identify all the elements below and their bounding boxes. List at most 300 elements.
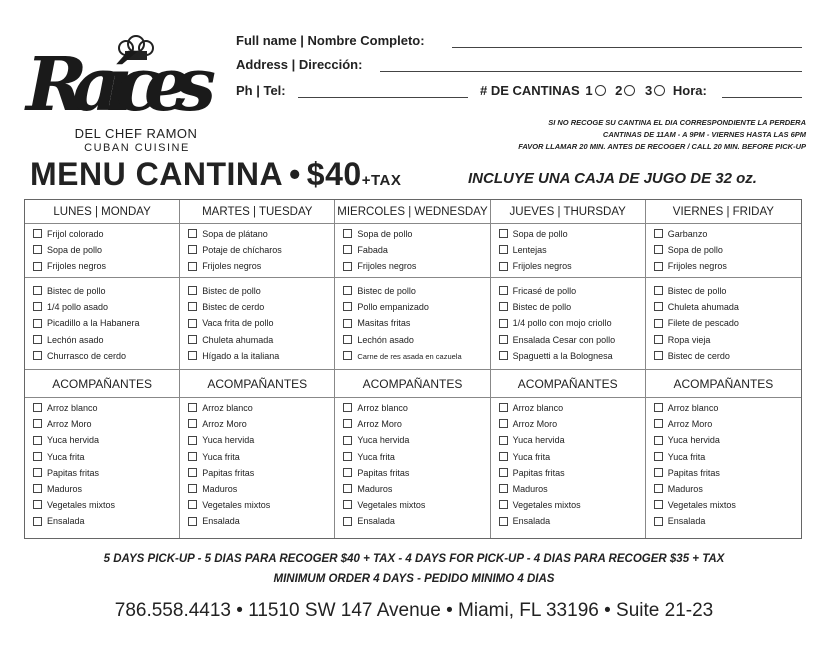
menu-item-checkbox[interactable] [188, 300, 330, 315]
checkbox-icon[interactable] [33, 229, 42, 238]
menu-item-label: Maduros [667, 484, 703, 494]
menu-item-label: Yuca hervida [202, 435, 255, 446]
mains-section [180, 278, 334, 370]
checkbox-icon[interactable] [33, 351, 42, 360]
checkbox-icon[interactable] [33, 419, 42, 428]
menu-item-checkbox[interactable] [33, 498, 175, 513]
menu-item-label: Vegetales mixtos [357, 500, 426, 511]
menu-item-checkbox[interactable] [654, 243, 797, 258]
checkbox-icon[interactable] [188, 229, 197, 238]
checkbox-icon[interactable] [654, 319, 663, 328]
chef-hat-logo-icon [22, 18, 218, 118]
menu-item-checkbox[interactable] [499, 401, 641, 416]
pickup-notice [416, 117, 806, 153]
checkbox-icon[interactable] [343, 335, 352, 344]
menu-item-label: Ropa vieja [667, 334, 711, 345]
checkbox-icon[interactable] [499, 335, 508, 344]
checkbox-icon[interactable] [188, 286, 197, 295]
menu-item-label: Arroz blanco [202, 403, 253, 413]
full-name-label: Full name | Nombre Completo: [236, 33, 425, 48]
menu-item-checkbox[interactable] [343, 450, 485, 465]
checkbox-icon[interactable] [33, 319, 42, 328]
sides-header: ACOMPAÑANTES [25, 370, 179, 398]
soups-section [335, 224, 489, 278]
checkbox-icon[interactable] [499, 419, 508, 428]
menu-item-checkbox[interactable] [499, 284, 641, 299]
menu-item-label: Yuca frita [667, 451, 706, 462]
checkbox-icon[interactable] [654, 286, 663, 295]
menu-item-label: Papitas fritas [47, 467, 100, 478]
menu-item-label: Vegetales mixtos [202, 500, 271, 511]
menu-item-checkbox[interactable] [654, 482, 797, 497]
menu-item-checkbox[interactable] [188, 349, 330, 364]
menu-item-label: Bistec de cerdo [202, 302, 265, 313]
checkbox-icon[interactable] [343, 245, 352, 254]
day-header: JUEVES | THURSDAY [491, 200, 645, 224]
radio-circle-icon[interactable] [654, 85, 665, 96]
menu-item-checkbox[interactable] [654, 316, 797, 331]
checkbox-icon[interactable] [654, 452, 663, 461]
address-field[interactable] [380, 71, 802, 72]
menu-item-label: Bistec de pollo [357, 286, 416, 296]
checkbox-icon[interactable] [499, 262, 508, 271]
checkbox-icon[interactable] [499, 302, 508, 311]
checkbox-icon[interactable] [33, 335, 42, 344]
menu-item-label: Arroz blanco [667, 403, 719, 413]
menu-item-checkbox[interactable] [188, 259, 330, 274]
menu-item-label: Frijoles negros [512, 261, 572, 272]
menu-item-checkbox[interactable] [33, 259, 175, 274]
sides-section [491, 398, 645, 538]
menu-title [30, 156, 401, 193]
menu-item-label: Spaguetti a la Bolognesa [512, 350, 613, 361]
phone-field[interactable] [298, 97, 468, 98]
checkbox-icon[interactable] [499, 286, 508, 295]
menu-item-label: Chuleta ahumada [202, 334, 274, 345]
menu-item-label: Papitas fritas [202, 467, 255, 478]
checkbox-icon[interactable] [188, 517, 197, 526]
menu-item-checkbox[interactable] [499, 243, 641, 258]
menu-item-label: Ensalada [667, 516, 706, 527]
checkbox-icon[interactable] [33, 302, 42, 311]
minimum-order-note: MINIMUM ORDER 4 DAYS - PEDIDO MINIMO 4 DIAS [273, 573, 555, 585]
checkbox-icon[interactable] [188, 403, 197, 412]
sides-section [335, 398, 489, 538]
logo-tagline: CUBAN CUISINE [84, 142, 190, 154]
sides-section [180, 398, 334, 538]
menu-item-checkbox[interactable] [654, 284, 797, 299]
menu-item-checkbox[interactable] [33, 284, 175, 299]
menu-item-label: Ensalada Cesar con pollo [512, 334, 616, 345]
menu-item-label: Sopa de pollo [512, 229, 568, 239]
menu-item-label: Garbanzo [667, 229, 708, 239]
menu-grid [24, 199, 802, 539]
menu-item-checkbox[interactable] [343, 401, 485, 416]
menu-item-label: Bistec de pollo [512, 302, 572, 313]
menu-item-checkbox[interactable] [33, 227, 175, 242]
menu-item-label: Papitas fritas [512, 467, 565, 478]
checkbox-icon[interactable] [33, 286, 42, 295]
menu-item-checkbox[interactable] [499, 450, 641, 465]
checkbox-icon[interactable] [33, 452, 42, 461]
sides-header: ACOMPAÑANTES [491, 370, 645, 398]
menu-item-checkbox[interactable] [654, 300, 797, 315]
checkbox-icon[interactable] [33, 403, 42, 412]
menu-item-checkbox[interactable] [499, 349, 641, 364]
checkbox-icon[interactable] [343, 302, 352, 311]
contact-info: 786.558.4413 • 11510 SW 147 Avenue • Miami, FL 33196 • Suite 21-23 [114, 600, 714, 621]
checkbox-icon[interactable] [33, 468, 42, 477]
menu-item-label: Frijoles negros [47, 261, 107, 272]
day-header: MARTES | TUESDAY [180, 200, 334, 224]
checkbox-icon[interactable] [33, 517, 42, 526]
checkbox-icon[interactable] [343, 436, 352, 445]
menu-item-checkbox[interactable] [33, 417, 175, 432]
checkbox-icon[interactable] [188, 262, 197, 271]
checkbox-icon[interactable] [188, 500, 197, 509]
mains-section [335, 278, 489, 370]
menu-title-text: MENU CANTINA [30, 156, 284, 192]
menu-item-checkbox[interactable] [654, 227, 797, 242]
menu-item-label: Vegetales mixtos [667, 500, 736, 511]
hora-field[interactable] [722, 97, 802, 98]
menu-item-label: Arroz Moro [667, 419, 713, 430]
checkbox-icon[interactable] [188, 436, 197, 445]
menu-item-checkbox[interactable] [33, 401, 175, 416]
checkbox-icon[interactable] [33, 262, 42, 271]
cantina-option-1[interactable]: 1 [585, 83, 609, 98]
menu-item-checkbox[interactable] [343, 259, 485, 274]
menu-item-label: Arroz blanco [357, 403, 408, 413]
menu-item-label: Sopa de plátano [202, 229, 268, 239]
menu-item-checkbox[interactable] [343, 284, 485, 299]
menu-item-label: Maduros [357, 484, 393, 494]
checkbox-icon[interactable] [33, 500, 42, 509]
checkbox-icon[interactable] [654, 335, 663, 344]
checkbox-icon[interactable] [343, 403, 352, 412]
checkbox-icon[interactable] [343, 517, 352, 526]
cantinas-label: # DE CANTINAS [480, 83, 580, 98]
menu-item-checkbox[interactable] [654, 433, 797, 448]
day-column [491, 200, 646, 538]
checkbox-icon[interactable] [654, 302, 663, 311]
checkbox-icon[interactable] [343, 500, 352, 509]
menu-item-checkbox[interactable] [654, 498, 797, 513]
checkbox-icon[interactable] [188, 245, 197, 254]
radio-circle-icon[interactable] [595, 85, 606, 96]
checkbox-icon[interactable] [499, 245, 508, 254]
menu-item-label: Frijoles negros [357, 261, 417, 272]
menu-item-checkbox[interactable] [33, 514, 175, 529]
checkbox-icon[interactable] [499, 517, 508, 526]
menu-item-checkbox[interactable] [33, 316, 175, 331]
menu-item-checkbox[interactable] [343, 227, 485, 242]
radio-circle-icon[interactable] [624, 85, 635, 96]
menu-item-checkbox[interactable] [654, 259, 797, 274]
menu-item-checkbox[interactable] [188, 450, 330, 465]
menu-item-label: Maduros [47, 484, 83, 494]
menu-item-checkbox[interactable] [499, 433, 641, 448]
checkbox-icon[interactable] [188, 452, 197, 461]
menu-item-checkbox[interactable] [33, 466, 175, 481]
menu-item-label: Yuca frita [202, 451, 240, 462]
checkbox-icon[interactable] [343, 484, 352, 493]
checkbox-icon[interactable] [499, 484, 508, 493]
full-name-field[interactable] [452, 47, 802, 48]
menu-item-checkbox[interactable] [33, 349, 175, 364]
menu-item-checkbox[interactable] [188, 227, 330, 242]
menu-item-label: Sopa de pollo [667, 245, 723, 256]
day-header: VIERNES | FRIDAY [646, 200, 801, 224]
checkbox-icon[interactable] [654, 229, 663, 238]
checkbox-icon[interactable] [499, 229, 508, 238]
day-header: MIERCOLES | WEDNESDAY [335, 200, 489, 224]
cantinas-selector [480, 83, 707, 98]
menu-item-label: Arroz Moro [512, 419, 558, 430]
checkbox-icon[interactable] [343, 419, 352, 428]
menu-item-label: Chuleta ahumada [667, 302, 739, 313]
menu-item-label: Arroz Moro [202, 419, 247, 430]
checkbox-icon[interactable] [343, 262, 352, 271]
menu-item-label: Lentejas [512, 245, 547, 256]
checkbox-icon[interactable] [188, 468, 197, 477]
menu-item-label: Maduros [202, 484, 238, 494]
mains-section [646, 278, 801, 370]
checkbox-icon[interactable] [654, 517, 663, 526]
checkbox-icon[interactable] [33, 484, 42, 493]
menu-item-label: Ensalada [357, 516, 395, 527]
menu-item-label: Bistec de pollo [47, 286, 106, 296]
menu-item-label: Arroz Moro [357, 419, 402, 430]
brand-logo [22, 18, 218, 154]
menu-item-checkbox[interactable] [499, 227, 641, 242]
checkbox-icon[interactable] [499, 403, 508, 412]
sides-header: ACOMPAÑANTES [646, 370, 801, 398]
menu-item-checkbox[interactable] [33, 300, 175, 315]
menu-item-label: Vegetales mixtos [47, 500, 116, 511]
menu-item-checkbox[interactable] [33, 433, 175, 448]
checkbox-icon[interactable] [499, 436, 508, 445]
menu-item-checkbox[interactable] [343, 333, 485, 348]
menu-item-label: Lechón asado [357, 334, 414, 345]
menu-item-label: Sopa de pollo [47, 245, 103, 256]
checkbox-icon[interactable] [33, 245, 42, 254]
day-column [180, 200, 335, 538]
menu-item-checkbox[interactable] [343, 300, 485, 315]
sides-section [646, 398, 801, 538]
checkbox-icon[interactable] [188, 302, 197, 311]
menu-item-checkbox[interactable] [499, 498, 641, 513]
menu-item-checkbox[interactable] [654, 450, 797, 465]
menu-item-checkbox[interactable] [188, 466, 330, 481]
menu-item-label: Sopa de pollo [357, 229, 413, 239]
menu-item-checkbox[interactable] [188, 243, 330, 258]
menu-item-label: Frijoles negros [667, 261, 727, 272]
checkbox-icon[interactable] [343, 319, 352, 328]
menu-item-label: Fabada [357, 245, 388, 256]
menu-item-label: Ensalada [202, 516, 240, 527]
day-column [646, 200, 801, 538]
menu-item-checkbox[interactable] [188, 482, 330, 497]
menu-item-checkbox[interactable] [343, 433, 485, 448]
menu-item-label: Yuca hervida [357, 435, 410, 446]
menu-item-checkbox[interactable] [343, 466, 485, 481]
menu-item-label: Bistec de pollo [202, 286, 261, 296]
checkbox-icon[interactable] [188, 335, 197, 344]
menu-item-checkbox[interactable] [654, 349, 797, 364]
menu-item-label: Yuca hervida [47, 435, 100, 446]
checkbox-icon[interactable] [499, 351, 508, 360]
menu-item-checkbox[interactable] [499, 259, 641, 274]
menu-item-checkbox[interactable] [343, 498, 485, 513]
checkbox-icon[interactable] [499, 468, 508, 477]
menu-item-label: Frijoles negros [202, 261, 262, 272]
mains-section [491, 278, 645, 370]
menu-item-checkbox[interactable] [188, 316, 330, 331]
menu-item-label: Bistec de cerdo [667, 350, 730, 361]
menu-item-checkbox[interactable] [33, 333, 175, 348]
menu-item-label: Masitas fritas [357, 318, 411, 329]
menu-item-label: 1/4 pollo asado [47, 302, 109, 313]
menu-item-checkbox[interactable] [33, 243, 175, 258]
menu-item-checkbox[interactable] [33, 482, 175, 497]
menu-item-label: Ensalada [512, 516, 551, 527]
hora-label: Hora: [672, 83, 707, 98]
checkbox-icon[interactable] [654, 245, 663, 254]
svg-text:Raíces: Raíces [26, 42, 214, 118]
checkbox-icon[interactable] [188, 319, 197, 328]
menu-item-checkbox[interactable] [499, 482, 641, 497]
menu-item-checkbox[interactable] [343, 482, 485, 497]
menu-item-checkbox[interactable] [343, 243, 485, 258]
soups-section [646, 224, 801, 278]
checkbox-icon[interactable] [343, 286, 352, 295]
menu-item-label: Yuca frita [357, 451, 395, 462]
menu-item-label: Ensalada [47, 516, 85, 527]
menu-item-checkbox[interactable] [343, 316, 485, 331]
checkbox-icon[interactable] [343, 452, 352, 461]
menu-item-checkbox[interactable] [188, 401, 330, 416]
menu-item-label: Maduros [512, 484, 548, 494]
menu-item-checkbox[interactable] [654, 514, 797, 529]
checkbox-icon[interactable] [343, 468, 352, 477]
checkbox-icon[interactable] [654, 262, 663, 271]
menu-item-checkbox[interactable] [33, 450, 175, 465]
menu-item-checkbox[interactable] [654, 466, 797, 481]
menu-item-label: Filete de pescado [667, 318, 739, 329]
title-bullet: • [289, 156, 301, 192]
day-column [25, 200, 180, 538]
menu-item-checkbox[interactable] [343, 417, 485, 432]
checkbox-icon[interactable] [499, 500, 508, 509]
checkbox-icon[interactable] [343, 229, 352, 238]
day-column [335, 200, 490, 538]
menu-item-label: Papitas fritas [667, 467, 720, 478]
juice-note: INCLUYE UNA CAJA DE JUGO DE 32 oz. [468, 170, 757, 187]
menu-item-label: Papitas fritas [357, 467, 410, 478]
menu-price: $40 [306, 156, 362, 192]
menu-tax: +TAX [361, 172, 402, 189]
checkbox-icon[interactable] [188, 351, 197, 360]
menu-item-label: Frijol colorado [47, 229, 104, 239]
cantina-option-2[interactable]: 2 [615, 83, 639, 98]
checkbox-icon[interactable] [499, 452, 508, 461]
menu-item-label: 1/4 pollo con mojo criollo [512, 318, 612, 329]
menu-item-label: Pollo empanizado [357, 302, 429, 313]
menu-item-label: Yuca frita [512, 451, 551, 462]
menu-item-checkbox[interactable] [188, 417, 330, 432]
menu-item-label: Churrasco de cerdo [47, 350, 127, 361]
menu-item-checkbox[interactable] [499, 417, 641, 432]
day-header: LUNES | MONDAY [25, 200, 179, 224]
menu-item-checkbox[interactable] [654, 333, 797, 348]
checkbox-icon[interactable] [654, 419, 663, 428]
notice-line: FAVOR LLAMAR 20 MIN. ANTES DE RECOGER / CALL 20 MIN. BEFORE PICK-UP [518, 142, 806, 151]
menu-item-checkbox[interactable] [499, 333, 641, 348]
menu-item-label: Potaje de chícharos [202, 245, 282, 256]
menu-item-label: Vegetales mixtos [512, 500, 581, 511]
checkbox-icon[interactable] [654, 484, 663, 493]
menu-item-checkbox[interactable] [499, 514, 641, 529]
checkbox-icon[interactable] [188, 419, 197, 428]
menu-item-label: Fricasé de pollo [512, 286, 577, 296]
checkbox-icon[interactable] [654, 351, 663, 360]
soups-section [491, 224, 645, 278]
menu-item-label: Arroz Moro [47, 419, 92, 430]
menu-item-label: Arroz blanco [512, 403, 564, 413]
notice-line: CANTINAS DE 11AM - A 9PM - VIERNES HASTA LAS 6PM [602, 130, 806, 139]
menu-item-label: Bistec de pollo [667, 286, 727, 296]
cantina-option-3[interactable]: 3 [645, 83, 669, 98]
menu-item-checkbox[interactable] [499, 466, 641, 481]
menu-item-checkbox[interactable] [343, 349, 485, 364]
sides-header: ACOMPAÑANTES [180, 370, 334, 398]
checkbox-icon[interactable] [499, 319, 508, 328]
checkbox-icon[interactable] [654, 436, 663, 445]
soups-section [180, 224, 334, 278]
checkbox-icon[interactable] [33, 436, 42, 445]
menu-item-label: Yuca hervida [512, 435, 565, 446]
sides-section [25, 398, 179, 538]
menu-item-checkbox[interactable] [499, 300, 641, 315]
menu-item-checkbox[interactable] [654, 417, 797, 432]
phone-label: Ph | Tel: [236, 83, 286, 98]
menu-item-label: Vaca frita de pollo [202, 318, 274, 329]
menu-item-checkbox[interactable] [188, 433, 330, 448]
menu-item-label: Hígado a la italiana [202, 350, 280, 361]
pricing-note: 5 DAYS PICK-UP - 5 DIAS PARA RECOGER $40 + TAX - 4 DAYS FOR PICK-UP - 4 DIAS PARA RECOGER $35 + TAX [103, 553, 725, 565]
menu-item-checkbox[interactable] [654, 401, 797, 416]
address-label: Address | Dirección: [236, 57, 363, 72]
checkbox-icon[interactable] [343, 351, 352, 360]
mains-section [25, 278, 179, 370]
checkbox-icon[interactable] [654, 500, 663, 509]
menu-item-checkbox[interactable] [188, 498, 330, 513]
checkbox-icon[interactable] [188, 484, 197, 493]
menu-item-label: Carne de res asada en cazuela [357, 351, 462, 361]
logo-subtitle: DEL CHEF RAMON [74, 126, 198, 141]
menu-item-label: Arroz blanco [47, 403, 98, 413]
checkbox-icon[interactable] [654, 468, 663, 477]
menu-item-checkbox[interactable] [499, 316, 641, 331]
menu-item-checkbox[interactable] [188, 284, 330, 299]
menu-item-checkbox[interactable] [188, 333, 330, 348]
menu-item-label: Picadillo a la Habanera [47, 318, 140, 329]
menu-item-checkbox[interactable] [343, 514, 485, 529]
checkbox-icon[interactable] [654, 403, 663, 412]
menu-item-label: Lechón asado [47, 334, 104, 345]
menu-item-checkbox[interactable] [188, 514, 330, 529]
